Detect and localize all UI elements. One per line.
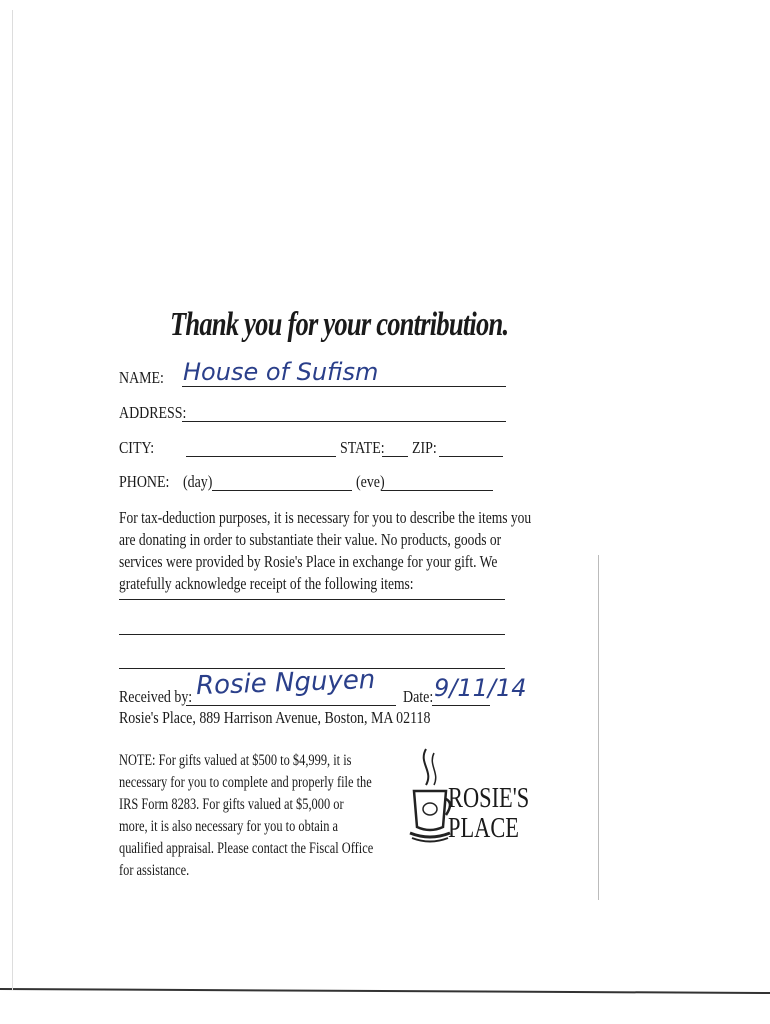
state-label: STATE: (340, 438, 385, 457)
phone-eve-label: (eve) (356, 472, 385, 491)
state-field-line[interactable] (382, 456, 408, 457)
address-field-line[interactable] (182, 421, 506, 422)
scan-border-line (0, 988, 770, 994)
received-by-signature: Rosie Nguyen (195, 664, 376, 702)
phone-label: PHONE: (119, 472, 170, 491)
phone-day-label: (day) (183, 472, 213, 491)
items-line-1[interactable] (119, 599, 505, 600)
phone-eve-field-line[interactable] (381, 490, 493, 491)
logo-rosies: ROSIE'S (448, 783, 530, 814)
name-field-line[interactable] (182, 386, 506, 387)
received-by-label: Received by: (119, 687, 193, 706)
organization-address: Rosie's Place, 889 Harrison Avenue, Boston, MA 02118 (119, 708, 431, 727)
phone-day-field-line[interactable] (212, 490, 352, 491)
logo-place: PLACE (448, 813, 519, 844)
date-label: Date: (403, 687, 434, 706)
received-by-field-line[interactable] (186, 705, 396, 706)
city-field-line[interactable] (186, 456, 336, 457)
name-handwritten-value: House of Sufism (183, 358, 379, 386)
name-label: NAME: (119, 368, 164, 387)
items-line-2[interactable] (119, 634, 505, 635)
scan-edge-line (598, 555, 599, 900)
zip-field-line[interactable] (439, 456, 503, 457)
date-field-line[interactable] (432, 705, 490, 706)
tax-deduction-paragraph: For tax-deduction purposes, it is necessary for you to describe the items you are donating in order to substantiate their value. No products, goods or services were provided by Rosie's Place in exchange for your gift. We gratefully acknowledge receipt of the following items: (119, 508, 532, 593)
date-handwritten-value: 9/11/14 (434, 674, 527, 702)
city-label: CITY: (119, 438, 155, 457)
scan-left-edge (12, 10, 13, 990)
address-label: ADDRESS: (119, 403, 187, 422)
page-title: Thank you for your contribution. (170, 306, 509, 343)
zip-label: ZIP: (412, 438, 437, 457)
note-paragraph: NOTE: For gifts valued at $500 to $4,999, it is necessary for you to complete and properly file the IRS Form 8283. For gifts valued at $5,000 or more, it is also necessary for you to obtain a qualified appraisal. Please contact the Fiscal Office for assistance. (119, 752, 374, 879)
